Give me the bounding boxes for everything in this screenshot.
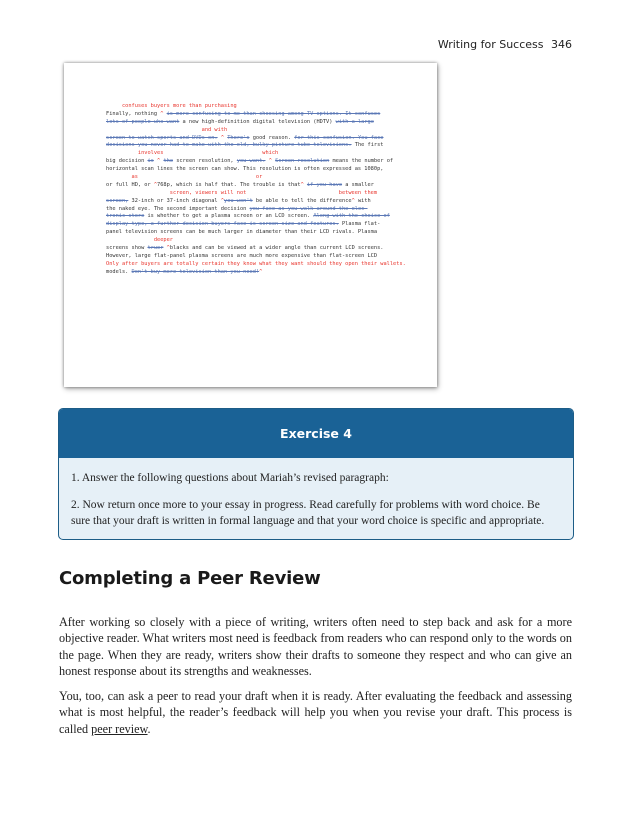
- deleted-text: the: [163, 158, 174, 165]
- paragraph-2-start: You, too, can ask a peer to read your draft when it is ready. After evaluating the feedback and assessing what is most helpful, the reader’s feedback will help you when you revise your draft. This process is called: [59, 689, 572, 736]
- deleted-text: for this confusion. You face: [294, 134, 384, 141]
- figure-text: screen resolution,: [173, 158, 237, 165]
- figure-text: is whether to get a plasma screen or an LCD screen.: [144, 213, 314, 220]
- paragraph-2: [59, 688, 572, 737]
- figure-line: [106, 166, 426, 174]
- figure-text: models.: [106, 268, 132, 275]
- page-number: 346: [551, 38, 572, 51]
- inserted-text: involves which: [106, 150, 279, 157]
- deleted-text: decisions you never had to make with the old, bulky picture-tube televisions.: [106, 142, 352, 149]
- figure-text: blacks and can be viewed at a wider angle than current LCD screens.: [169, 245, 384, 252]
- figure-line: [106, 127, 426, 135]
- deleted-text: if you have: [306, 181, 343, 188]
- deleted-text: tronic store: [106, 213, 145, 220]
- book-title: Writing for Success: [437, 38, 544, 51]
- deleted-text: screen,: [106, 197, 129, 204]
- inserted-text: ^: [220, 134, 228, 141]
- inserted-text: ^: [153, 158, 164, 165]
- inserted-text: as or: [106, 174, 263, 181]
- inserted-text: ^: [259, 268, 263, 275]
- exercise-title: Exercise 4: [59, 409, 573, 458]
- figure-text: good reason.: [249, 134, 295, 141]
- paragraph-1: After working so closely with a piece of writing, writers often need to step back and ask for a more objective reader. What writers most need is feedback from readers who can respond only to the words on the page. When they are ready, writers show their drafts to someone they respect and who can give an honest response about its strengths and weaknesses.: [59, 615, 572, 678]
- figure-text: Plasma flat-: [338, 221, 381, 228]
- figure-text: screens show: [106, 245, 148, 252]
- inserted-text: Only after buyers are totally certain they know what they want should they open their wallets.: [106, 260, 406, 267]
- figure-text: 32-inch or 37-inch diagonal: [128, 197, 221, 204]
- figure-line: [106, 245, 426, 253]
- inserted-text: deeper: [106, 237, 173, 244]
- inserted-text: ^: [166, 245, 170, 252]
- deleted-text: truer: [147, 245, 164, 252]
- deleted-text: you won't: [224, 197, 253, 204]
- figure-line: [106, 142, 426, 150]
- figure-text: be able to tell the difference: [252, 197, 352, 204]
- edited-paragraph-text: [106, 103, 426, 277]
- figure-line: [106, 135, 426, 143]
- figure-line: [106, 119, 426, 127]
- figure-text: a smaller: [342, 181, 374, 188]
- paragraph-2-end: .: [147, 721, 151, 736]
- deleted-text: Screen resolution: [275, 158, 330, 165]
- figure-text: the naked eye. The second important decision: [106, 205, 250, 212]
- figure-text: However, large flat-panel plasma screens are much more expensive than flat-screen LCD: [106, 252, 378, 259]
- figure-line: [106, 150, 426, 158]
- exercise-item-2: 2. Now return once more to your essay in progress. Read carefully for problems with word choice. Be sure that your draft is written in formal language and that your word choice is specific and appropriate.: [71, 498, 545, 527]
- figure-text: big decision: [106, 158, 148, 165]
- inserted-text: screen, viewers will not between them: [106, 189, 378, 196]
- figure-text: horizontal scan lines the screen can show. This resolution is often expressed as 1080p,: [106, 166, 384, 173]
- edited-paragraph-figure: [64, 63, 437, 387]
- deleted-text: display type, a further decision buyers face is screen size and features.: [106, 221, 339, 228]
- figure-line: [106, 221, 426, 229]
- figure-text: or full HD, or: [106, 181, 154, 188]
- peer-review-term[interactable]: peer review: [91, 721, 148, 736]
- figure-text: panel television screens can be much larger in diameter than their LCD rivals. Plasma: [106, 229, 378, 236]
- inserted-text: and with: [106, 126, 228, 133]
- figure-line: [106, 158, 426, 166]
- exercise-box: [58, 408, 574, 540]
- deleted-text: you want.: [236, 158, 266, 165]
- inserted-text: ^: [351, 197, 355, 204]
- deleted-text: lots of people who want: [106, 118, 180, 125]
- deleted-text: is: [147, 158, 154, 165]
- figure-line: [106, 229, 426, 237]
- figure-line: [106, 213, 426, 221]
- figure-line: [106, 206, 426, 214]
- figure-line: [106, 174, 426, 182]
- figure-line: [106, 182, 426, 190]
- figure-line: [106, 269, 426, 277]
- figure-line: [106, 198, 426, 206]
- deleted-text: with a large: [335, 118, 374, 125]
- inserted-text: ^: [153, 181, 158, 188]
- figure-text: 768p, which is half that. The trouble is that: [157, 181, 301, 188]
- section-heading: Completing a Peer Review: [59, 568, 321, 589]
- figure-text: with: [354, 197, 371, 204]
- inserted-text: confuses buyers more than purchasing: [106, 103, 237, 109]
- figure-line: [106, 111, 426, 119]
- inserted-text: ^: [220, 197, 225, 204]
- running-header: [438, 38, 572, 51]
- figure-text: The first: [351, 142, 384, 149]
- deleted-text: Don't buy more television than you need!: [131, 268, 260, 275]
- deleted-text: you face as you walk around the elec-: [249, 205, 368, 212]
- figure-line: [106, 190, 426, 198]
- figure-text: means the number of: [329, 158, 394, 165]
- deleted-text: is more confusing to me than choosing among TV options. It confuses: [166, 110, 381, 117]
- exercise-item-1: 1. Answer the following questions about Mariah’s revised paragraph:: [71, 472, 389, 484]
- exercise-body: [59, 458, 573, 530]
- deleted-text: screen to watch sports and DVDs on.: [106, 134, 218, 141]
- figure-text: Finally, nothing: [106, 110, 161, 117]
- figure-line: [106, 237, 426, 245]
- inserted-text: ^: [300, 181, 307, 188]
- figure-line: [106, 261, 426, 269]
- deleted-text: Along with the choice of: [313, 213, 390, 220]
- deleted-text: There's: [227, 134, 250, 141]
- inserted-text: ^: [160, 110, 167, 117]
- figure-text: a new high-definition digital television (HDTV): [179, 118, 336, 125]
- figure-line: [106, 253, 426, 261]
- inserted-text: ^: [268, 158, 276, 165]
- figure-line: [106, 103, 426, 111]
